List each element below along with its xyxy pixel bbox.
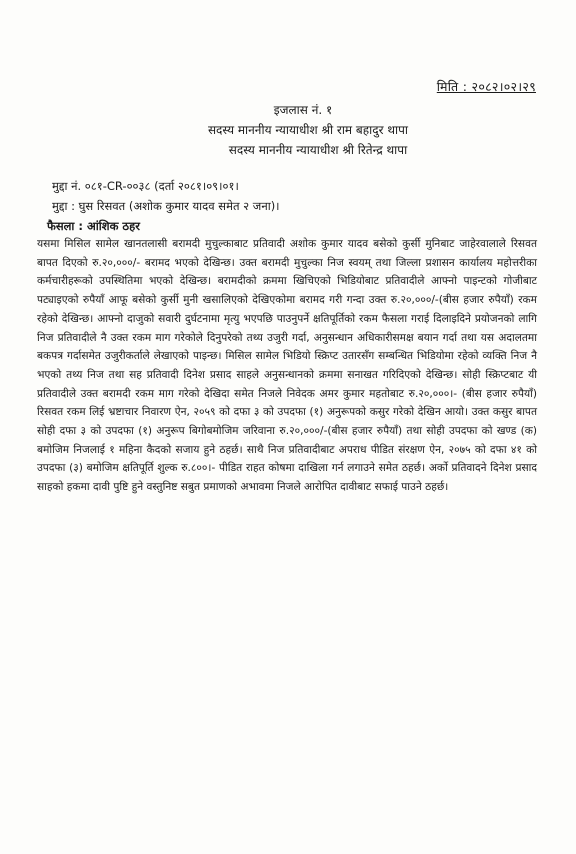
case-title: मुद्दा : घुस रिसवत (अशोक कुमार यादव समेत २ जना)। (52, 199, 280, 213)
court-number: इजलास नं. १ (273, 103, 333, 117)
decision-type: फैसला : आंशिक ठहर (47, 219, 140, 233)
justice-name-2: सदस्य माननीय न्यायाधीश श्री रितेन्द्र थापा (228, 143, 408, 157)
decision-body (37, 235, 537, 497)
case-number: मुद्दा नं. ०८१-CR-००३८ (दर्ता २०८१।०९।०१। (52, 179, 239, 193)
body-paragraph: यसमा मिसिल सामेल खानतलासी बरामदी मुचुल्काबाट प्रतिवादी अशोक कुमार यादव बसेको कुर्सी मुनिबाट जाहेरवालाले रिसवत बापत दिएको रु.२०,०००/- बरामद भएको देखिन्छ। उक्त बरामदी मुचुल्का निज स्वयम् तथा जिल्ला प्रशासन कार्यालय महोत्तरीका कर्मचारीहरूको उपस्थितिमा भएको देखिन्छ। बरामदीको क्रममा खिचिएको भिडियोबाट प्रतिवादीले आफ्नो पाइन्टको गोजीबाट पट्याइएको रुपैयाँ आफू बसेको कुर्सी मुनी खसालिएको देखिएकोमा बरामद गरी गन्दा उक्त रु.२०,०००/-(बीस हजार रुपैयाँ) रकम रहेको देखिन्छ। आफ्नो दाजुको सवारी दुर्घटनामा मृत्यु भएपछि पाउनुपर्ने क्षतिपूर्तिको रकम फैसला गराई दिलाइदिने प्रयोजनको लागि निज प्रतिवादीले नै उक्त रकम माग गरेकोले दिनुपरेको तथ्य उजुरी गर्दा, अनुसन्धान अधिकारीसमक्ष बयान गर्दा तथा यस अदालतमा बकपत्र गर्दासमेत उजुरीकर्ताले लेखाएको पाइन्छ। मिसिल सामेल भिडियो स्क्रिप्ट उतारसँग सम्बन्धित भिडियोमा रहेको व्यक्ति निज नै भएको तथ्य निज तथा सह प्रतिवादी दिनेश प्रसाद साहले अनुसन्धानको क्रममा सनाखत गरिदिएको देखिन्छ। सोही स्क्रिप्टबाट यी प्रतिवादीले उक्त बरामदी रकम माग गरेको देखिदा समेत निजले निवेदक अमर कुमार महतोबाट रु.२०,०००।- (बीस हजार रुपैयाँ) रिसवत रकम लिई भ्रष्टाचार निवारण ऐन, २०५९ को दफा ३ को उपदफा (१) अनुरूपको कसुर गरेको देखिन आयो। उक्त कसुर बापत सोही दफा ३ को उपदफा (१) अनुरूप बिगोबमोजिम जरिवाना रु.२०,०००/-(बीस हजार रुपैयाँ) तथा सोही उपदफा को खण्ड (क) बमोजिम निजलाई १ महिना कैदको सजाय हुने ठहर्छ। साथै निज प्रतिवादीबाट अपराध पीडित संरक्षण ऐन, २०७५ को दफा ४१ को उपदफा (३) बमोजिम क्षतिपूर्ति शुल्क रु.८००।- पीडित राहत कोषमा दाखिला गर्न लगाउने समेत ठहर्छ। अर्को प्रतिवादने दिनेश प्रसाद साहको हकमा दावी पुष्टि हुने वस्तुनिष्ट सबुत प्रमाणको अभावमा निजले आरोपित दावीबाट सफाई पाउने ठहर्छ। (37, 238, 537, 494)
justice-name-1: सदस्य माननीय न्यायाधीश श्री राम बहादुर थापा (207, 123, 409, 137)
case-info-block (47, 176, 280, 236)
decision-date: मिति : २०८२।०२।२९ (436, 79, 536, 94)
bench-block (0, 100, 576, 160)
